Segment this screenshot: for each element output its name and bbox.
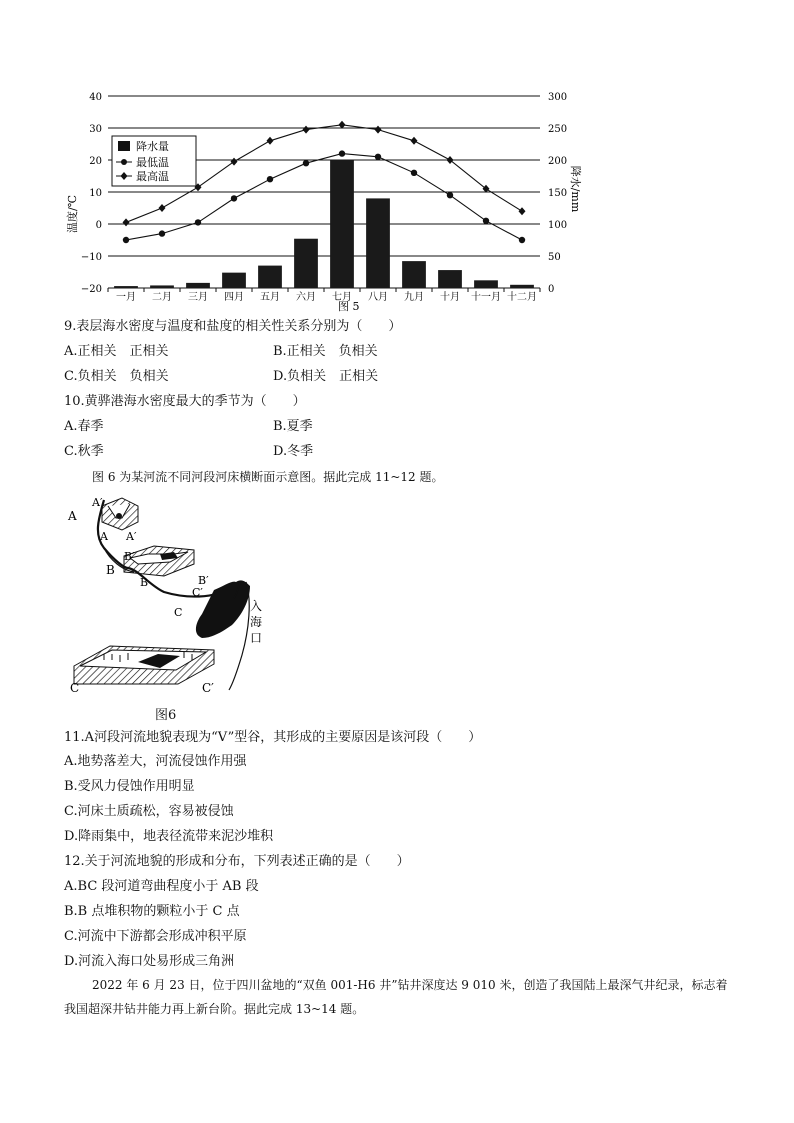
question-12-option-a[interactable]: A.BC 段河道弯曲程度小于 AB 段 xyxy=(64,879,259,894)
left-tick-label: 40 xyxy=(89,92,102,103)
question-9-option-d[interactable]: D.负相关 正相关 xyxy=(273,369,379,384)
figure-6-intro: 图 6 为某河流不同河段河床横断面示意图。据此完成 11~12 题。 xyxy=(92,470,444,484)
question-9-option-a[interactable]: A.正相关 正相关 xyxy=(64,344,169,359)
question-10-option-b[interactable]: B.夏季 xyxy=(273,419,313,434)
label-b-section: B xyxy=(140,576,149,589)
precipitation-bar xyxy=(186,283,210,288)
precipitation-bar xyxy=(222,273,246,288)
month-label: 五月 xyxy=(260,292,280,303)
label-a-prime-section: A′ xyxy=(126,530,137,543)
max-temp-point xyxy=(231,158,238,166)
figure-6-caption: 图6 xyxy=(155,708,177,723)
river-cross-section-diagram xyxy=(64,490,274,700)
left-tick-label: 20 xyxy=(89,156,102,167)
month-label: 七月 xyxy=(332,292,352,303)
question-10-option-a[interactable]: A.春季 xyxy=(64,419,104,434)
min-temp-point xyxy=(483,218,489,224)
precipitation-bar xyxy=(150,285,174,288)
month-label: 四月 xyxy=(224,292,244,303)
question-10-option-d[interactable]: D.冬季 xyxy=(273,444,314,459)
label-c-top: C xyxy=(174,606,183,619)
month-label: 十二月 xyxy=(507,292,537,303)
max-temp-point xyxy=(159,204,166,212)
label-mouth-1: 入 xyxy=(250,599,263,613)
question-12-option-c[interactable]: C.河流中下游都会形成冲积平原 xyxy=(64,929,247,944)
question-9-option-c[interactable]: C.负相关 负相关 xyxy=(64,369,169,384)
min-temp-point xyxy=(339,150,345,156)
month-label: 九月 xyxy=(404,292,424,303)
month-label: 十一月 xyxy=(471,292,501,303)
question-12-option-b[interactable]: B.B 点堆积物的颗粒小于 C 点 xyxy=(64,904,240,919)
left-tick-label: −10 xyxy=(80,252,102,263)
min-temp-point xyxy=(123,237,129,243)
question-12-option-d[interactable]: D.河流入海口处易形成三角洲 xyxy=(64,954,235,969)
month-label: 六月 xyxy=(296,292,316,303)
right-tick-label: 0 xyxy=(548,284,555,295)
month-labels xyxy=(116,290,537,303)
max-temp-point xyxy=(123,218,130,226)
month-label: 二月 xyxy=(152,292,172,303)
question-11-stem: 11.A河段河流地貌表现为“V”型谷，其形成的主要原因是该河段（ ） xyxy=(64,730,482,745)
right-tick-label: 50 xyxy=(548,252,561,263)
climate-chart xyxy=(60,84,580,314)
min-temp-point xyxy=(375,154,381,160)
legend-bar-swatch xyxy=(118,141,130,151)
label-c-section: C xyxy=(70,681,80,695)
right-tick-label: 300 xyxy=(548,92,568,103)
min-temp-point xyxy=(159,230,165,236)
min-temp-point xyxy=(231,195,237,201)
precipitation-bar xyxy=(510,285,534,288)
label-b-prime-section: B′ xyxy=(198,574,209,587)
min-temp-point xyxy=(303,160,309,166)
left-axis-ticks xyxy=(81,92,102,295)
max-temp-point xyxy=(411,137,418,145)
month-label: 八月 xyxy=(368,292,388,303)
precipitation-bar xyxy=(294,239,318,288)
label-mouth-2: 海 xyxy=(250,615,263,629)
cross-section-c xyxy=(74,646,214,684)
precipitation-bar xyxy=(366,198,390,288)
max-temp-point xyxy=(267,137,274,145)
right-axis-ticks xyxy=(548,92,567,295)
label-b-prime-top: B′ xyxy=(124,550,135,563)
label-b: B xyxy=(106,563,115,577)
river-mouth-estuary xyxy=(196,580,250,638)
question-9-stem: 9.表层海水密度与温度和盐度的相关性关系分别为（ ） xyxy=(64,319,402,334)
label-a-prime-top: A′ xyxy=(92,496,103,509)
max-temp-point xyxy=(447,156,454,164)
precipitation-bar xyxy=(330,160,354,288)
question-11-option-d[interactable]: D.降雨集中，地表径流带来泥沙堆积 xyxy=(64,829,274,844)
question-9-option-b[interactable]: B.正相关 负相关 xyxy=(273,344,378,359)
min-temp-point xyxy=(519,237,525,243)
figure-5-caption: 图 5 xyxy=(338,300,360,313)
legend-label-min: 最低温 xyxy=(136,156,169,169)
min-temp-point xyxy=(267,176,273,182)
right-tick-label: 100 xyxy=(548,220,568,231)
legend-label-precip: 降水量 xyxy=(136,140,169,153)
precipitation-bar xyxy=(402,261,426,288)
right-tick-label: 150 xyxy=(548,188,568,199)
label-a-section: A xyxy=(100,530,108,543)
cross-section-a xyxy=(102,498,138,530)
precipitation-bar xyxy=(114,286,138,288)
max-temp-point xyxy=(303,126,310,134)
question-12-stem: 12.关于河流地貌的形成和分布，下列表述正确的是（ ） xyxy=(64,854,410,869)
chart-gridlines xyxy=(108,96,540,292)
question-10-stem: 10.黄骅港海水密度最大的季节为（ ） xyxy=(64,394,306,409)
question-11-option-a[interactable]: A.地势落差大，河流侵蚀作用强 xyxy=(64,754,247,769)
max-temp-point xyxy=(519,207,526,215)
min-temp-point xyxy=(447,192,453,198)
month-label: 一月 xyxy=(116,292,136,303)
label-c-prime-top: C′ xyxy=(192,586,203,599)
precipitation-bar xyxy=(258,266,282,288)
question-11-option-c[interactable]: C.河床土质疏松，容易被侵蚀 xyxy=(64,804,234,819)
left-axis-label: 温度/℃ xyxy=(66,194,79,234)
question-11-option-b[interactable]: B.受风力侵蚀作用明显 xyxy=(64,779,195,794)
right-tick-label: 200 xyxy=(548,156,568,167)
precipitation-bar xyxy=(438,270,462,288)
min-temp-point xyxy=(195,219,201,225)
label-mouth-3: 口 xyxy=(250,631,263,645)
left-tick-label: 30 xyxy=(89,124,102,135)
precipitation-bar xyxy=(474,280,498,288)
left-tick-label: 10 xyxy=(89,188,102,199)
month-label: 十月 xyxy=(440,292,460,303)
min-temp-point xyxy=(411,170,417,176)
left-tick-label: −20 xyxy=(80,284,102,295)
label-a: A xyxy=(68,509,77,523)
question-10-option-c[interactable]: C.秋季 xyxy=(64,444,104,459)
chart-legend xyxy=(112,136,196,186)
right-tick-label: 250 xyxy=(548,124,568,135)
passage-13-14: 2022 年 6 月 23 日，位于四川盆地的“双鱼 001-H6 井”钻井深度达 9 010 米，创造了我国陆上最深气井纪录，标志着我国超深井钻井能力再上新台阶。据此完成 13~14 题。 xyxy=(64,978,728,1016)
legend-label-max: 最高温 xyxy=(136,170,169,183)
max-temp-point xyxy=(375,126,382,134)
label-c-prime-section: C′ xyxy=(202,681,214,695)
left-tick-label: 0 xyxy=(95,220,102,231)
legend-circle-marker xyxy=(121,159,127,165)
month-label: 三月 xyxy=(188,292,208,303)
right-axis-label: 降水/mm xyxy=(569,165,582,213)
